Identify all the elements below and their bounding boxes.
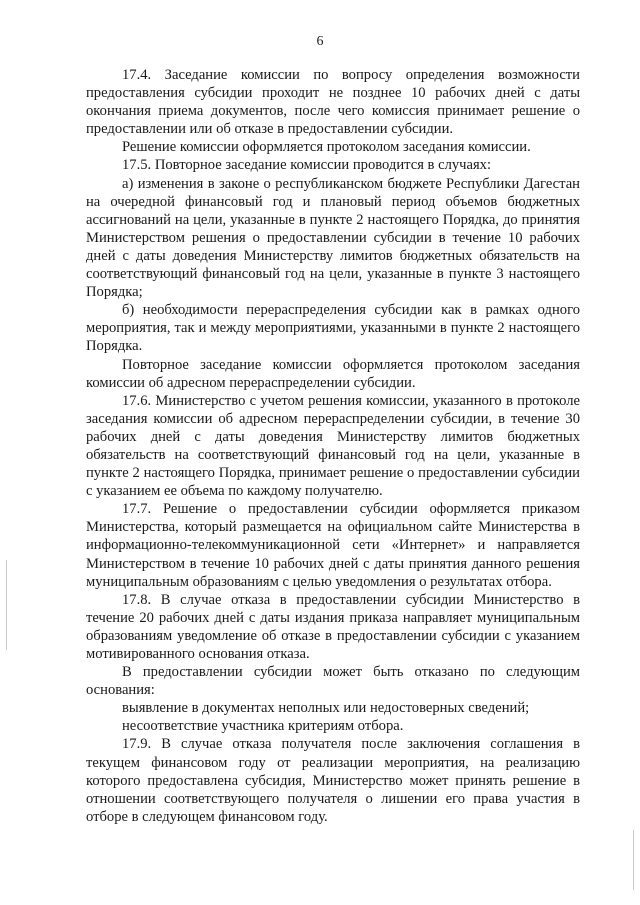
scan-edge-right <box>633 830 634 890</box>
paragraph-refusal-grounds: В предоставлении субсидии может быть отказано по следующим основания: <box>86 664 580 699</box>
paragraph-17-4: 17.4. Заседание комиссии по вопросу определения возможности предоставления субсидии проходит не позднее 10 рабочих дней с даты окончания приема документов, после чего комиссия принимает решение о предоставлении или об отказе в предоставлении субсидии. <box>86 67 580 138</box>
paragraph-commission-protocol: Решение комиссии оформляется протоколом заседания комиссии. <box>122 139 531 156</box>
paragraph-17-5-b: б) необходимости перераспределения субсидии как в рамках одного мероприятия, так и между мероприятиями, указанными в пункте 2 настоящего Порядка. <box>86 302 580 355</box>
paragraph-repeat-meeting-protocol: Повторное заседание комиссии оформляется протоколом заседания комиссии об адресном перераспределении субсидии. <box>86 356 580 391</box>
paragraph-17-6: 17.6. Министерство с учетом решения комиссии, указанного в протоколе заседания комиссии об адресном перераспределении субсидии, в течение 30 рабочих дней с даты доведения Министерству лимитов бюджетных обязательств на соответствующий финансовый год на цели, указанные в пункте 2 настоящего Порядка, принимает решение о предоставлении субсидии с указанием ее объема по каждому получателю. <box>86 392 580 500</box>
paragraph-17-5: 17.5. Повторное заседание комиссии проводится в случаях: <box>122 157 492 174</box>
paragraph-refusal-ground-2: несоответствие участника критериям отбора. <box>122 718 404 735</box>
paragraph-refusal-ground-1: выявление в документах неполных или недостоверных сведений; <box>122 700 530 717</box>
document-body <box>86 66 580 826</box>
paragraph-17-9: 17.9. В случае отказа получателя после заключения соглашения в текущем финансовом году от реализации мероприятия, на реализацию которого предоставлена субсидия, Министерство может принять решение в отношении соответствующего получателя о лишении его права участия в отборе в следующем финансовом году. <box>86 736 580 825</box>
page-number: 6 <box>316 34 324 49</box>
paragraph-17-8: 17.8. В случае отказа в предоставлении субсидии Министерство в течение 20 рабочих дней с даты издания приказа направляет муниципальным образованиям уведомление об отказе в предоставлении субсидии с указанием мотивированного основания отказа. <box>86 591 580 662</box>
scan-edge-left <box>6 560 7 650</box>
paragraph-17-7: 17.7. Решение о предоставлении субсидии оформляется приказом Министерства, который размещается на официальном сайте Министерства в информационно-телекоммуникационной сети «Интернет» и направляется Министерством в течение 10 рабочих дней с даты принятия данного решения муниципальным образованиям с целью уведомления о результатах отбора. <box>86 501 580 590</box>
paragraph-17-5-a: а) изменения в законе о республиканском бюджете Республики Дагестан на очередной финансовый год и плановый период объемов бюджетных ассигнований на цели, указанные в пункте 2 настоящего Порядка, до принятия Министерством решения о предоставлении субсидии в течение 10 рабочих дней с даты доведения Министерству лимитов бюджетных обязательств на соответствующий финансовый год на цели, указанные в пункте 3 настоящего Порядка; <box>86 175 580 301</box>
